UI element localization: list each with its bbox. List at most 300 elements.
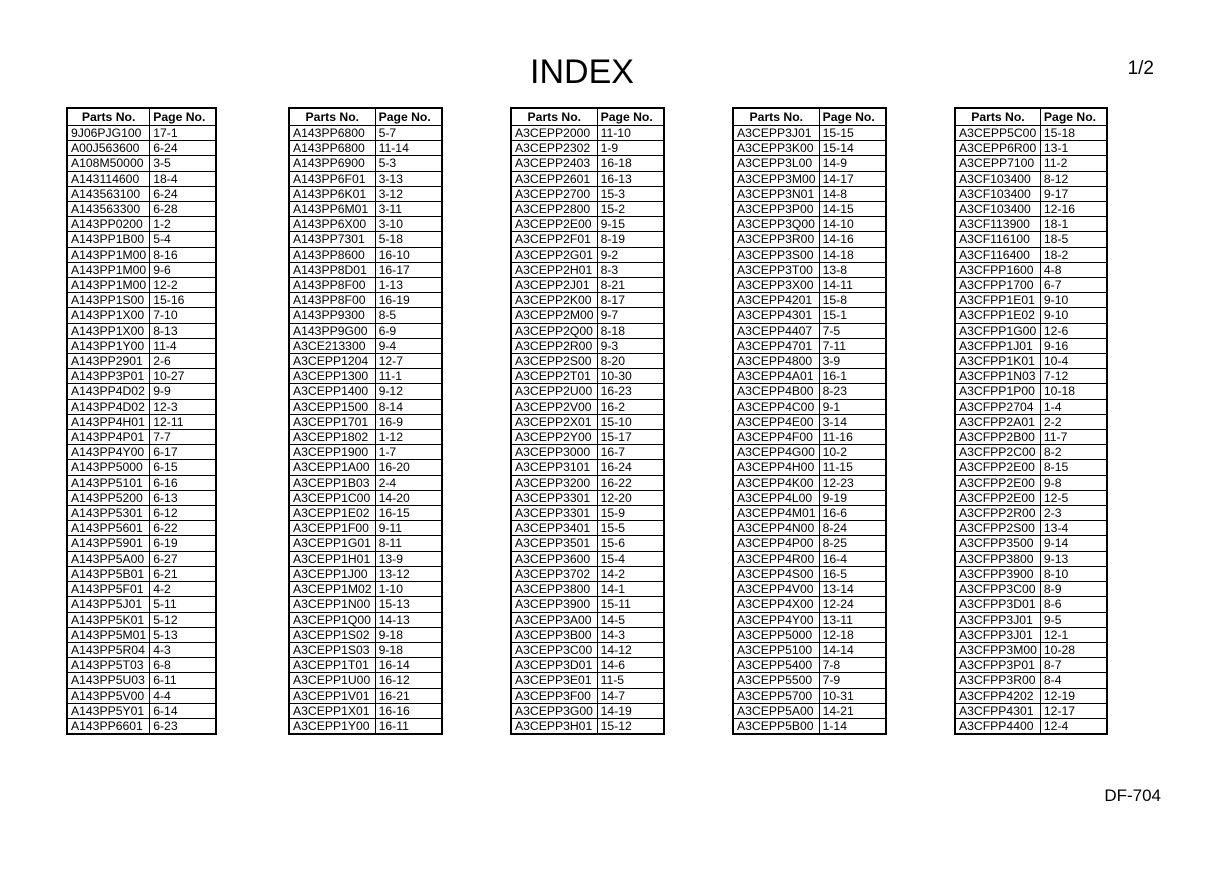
page-reference: 13-8 — [819, 262, 886, 277]
table-row — [733, 658, 886, 673]
part-number: A3CEPP3Q00 — [733, 217, 819, 232]
part-number: A143PP5200 — [67, 490, 150, 505]
part-number: A3CEPP5000 — [733, 627, 819, 642]
page-reference: 18-1 — [1040, 217, 1107, 232]
table-row — [955, 354, 1107, 369]
table-row — [67, 430, 216, 445]
part-number: A3CEPP6R00 — [955, 141, 1040, 156]
page-reference: 9-12 — [375, 384, 442, 399]
table-row — [955, 308, 1107, 323]
page-reference: 14-12 — [597, 642, 664, 657]
page-reference: 16-6 — [819, 506, 886, 521]
part-number: A143PP5U03 — [67, 673, 150, 688]
table-row — [733, 460, 886, 475]
part-number: A3CEPP7100 — [955, 156, 1040, 171]
part-number: A143PP4P01 — [67, 430, 150, 445]
part-number: A3CEPP1X01 — [289, 703, 375, 718]
page-reference: 7-7 — [150, 430, 217, 445]
part-number: A3CEPP3F00 — [511, 688, 597, 703]
part-number: A3CFPP2R00 — [955, 506, 1040, 521]
part-number: A3CFPP3P01 — [955, 658, 1040, 673]
page-reference: 8-9 — [1040, 582, 1107, 597]
page-reference: 15-15 — [819, 126, 886, 141]
page-reference: 10-30 — [597, 369, 664, 384]
table-row — [289, 612, 442, 627]
page-reference: 8-6 — [1040, 597, 1107, 612]
page-number: 1/2 — [1127, 58, 1154, 79]
page-reference: 14-5 — [597, 612, 664, 627]
page-reference: 16-4 — [819, 551, 886, 566]
page-reference: 16-18 — [597, 156, 664, 171]
table-row — [955, 688, 1107, 703]
table-row — [511, 536, 664, 551]
page-reference: 4-4 — [150, 688, 217, 703]
part-number: A143PP1Y00 — [67, 338, 150, 353]
page-reference: 12-7 — [375, 354, 442, 369]
page-reference: 13-14 — [819, 582, 886, 597]
part-number: A3CFPP4400 — [955, 718, 1040, 734]
page-reference: 9-11 — [375, 521, 442, 536]
table-row — [67, 551, 216, 566]
table-row — [289, 475, 442, 490]
table-row — [67, 126, 216, 141]
table-row — [733, 414, 886, 429]
table-row — [955, 521, 1107, 536]
part-number: A3CEPP4201 — [733, 293, 819, 308]
part-number: A143PP5F01 — [67, 582, 150, 597]
table-row — [289, 506, 442, 521]
part-number: A3CFPP1E01 — [955, 293, 1040, 308]
page-no-header: Page No. — [819, 108, 886, 126]
page-reference: 8-19 — [597, 232, 664, 247]
page-reference: 2-4 — [375, 475, 442, 490]
page-reference: 8-10 — [1040, 566, 1107, 581]
table-row — [733, 521, 886, 536]
page-reference: 10-4 — [1040, 354, 1107, 369]
part-number: A3CFPP3M00 — [955, 642, 1040, 657]
part-number: A3CEPP3600 — [511, 551, 597, 566]
part-number: A3CF103400 — [955, 202, 1040, 217]
page-reference: 11-14 — [375, 141, 442, 156]
part-number: A143PP5K01 — [67, 612, 150, 627]
part-number: A3CFPP3J01 — [955, 612, 1040, 627]
part-number: A3CEPP2403 — [511, 156, 597, 171]
index-table-4 — [732, 107, 887, 735]
page-reference: 16-10 — [375, 247, 442, 262]
table-row — [733, 262, 886, 277]
page-reference: 10-31 — [819, 688, 886, 703]
part-number: A3CEPP1T01 — [289, 658, 375, 673]
part-number: A3CEPP2Y00 — [511, 430, 597, 445]
table-row — [289, 247, 442, 262]
page-reference: 6-15 — [150, 460, 217, 475]
part-number: A3CEPP3501 — [511, 536, 597, 551]
table-row — [733, 627, 886, 642]
part-number: A143PP6900 — [289, 156, 375, 171]
part-number: A3CEPP3H01 — [511, 718, 597, 734]
part-number: A3CFPP3R00 — [955, 673, 1040, 688]
page-reference: 15-8 — [819, 293, 886, 308]
table-row — [67, 642, 216, 657]
part-number: A143PP6X00 — [289, 217, 375, 232]
page-no-header: Page No. — [1040, 108, 1107, 126]
part-number: A3CEPP3101 — [511, 460, 597, 475]
part-number: A3CEPP4Y00 — [733, 612, 819, 627]
part-number: A3CFPP4301 — [955, 703, 1040, 718]
page-reference: 12-6 — [1040, 323, 1107, 338]
table-row — [67, 688, 216, 703]
page-reference: 9-8 — [1040, 475, 1107, 490]
part-number: A3CF116400 — [955, 247, 1040, 262]
part-number: A3CEPP1J00 — [289, 566, 375, 581]
part-number: A3CEPP5A00 — [733, 703, 819, 718]
table-row — [733, 475, 886, 490]
part-number: A3CEPP2K00 — [511, 293, 597, 308]
page-reference: 1-2 — [150, 217, 217, 232]
part-number: A3CEPP1204 — [289, 354, 375, 369]
part-number: A3CEPP3J01 — [733, 126, 819, 141]
table-row — [67, 202, 216, 217]
table-row — [67, 323, 216, 338]
page-reference: 8-11 — [375, 536, 442, 551]
part-number: A3CEPP1H01 — [289, 551, 375, 566]
part-number: A3CEPP5500 — [733, 673, 819, 688]
page-reference: 4-3 — [150, 642, 217, 657]
part-number: A3CFPP2C00 — [955, 445, 1040, 460]
page-reference: 5-13 — [150, 627, 217, 642]
page-reference: 8-17 — [597, 293, 664, 308]
page-reference: 17-1 — [150, 126, 217, 141]
part-number: A3CEPP4P00 — [733, 536, 819, 551]
table-row — [955, 278, 1107, 293]
table-row — [733, 338, 886, 353]
part-number: A3CEPP4L00 — [733, 490, 819, 505]
part-number: A3CEPP5700 — [733, 688, 819, 703]
part-number: A3CEPP1C00 — [289, 490, 375, 505]
part-number: A3CEPP1701 — [289, 414, 375, 429]
table-row — [511, 186, 664, 201]
table-row — [733, 171, 886, 186]
part-number: A3CEPP4800 — [733, 354, 819, 369]
table-row — [511, 445, 664, 460]
page-reference: 9-16 — [1040, 338, 1107, 353]
part-number: A3CEPP2U00 — [511, 384, 597, 399]
page-reference: 8-24 — [819, 521, 886, 536]
table-row — [955, 566, 1107, 581]
page-reference: 16-23 — [597, 384, 664, 399]
page-reference: 15-1 — [819, 308, 886, 323]
page-reference: 16-9 — [375, 414, 442, 429]
page-reference: 9-4 — [375, 338, 442, 353]
page-reference: 3-9 — [819, 354, 886, 369]
page-reference: 4-2 — [150, 582, 217, 597]
page-reference: 14-6 — [597, 658, 664, 673]
table-row — [289, 430, 442, 445]
table-row — [67, 445, 216, 460]
table-row — [733, 156, 886, 171]
part-number: A3CEPP5400 — [733, 658, 819, 673]
part-number: A3CEPP2V00 — [511, 399, 597, 414]
table-row — [289, 156, 442, 171]
page-reference: 6-14 — [150, 703, 217, 718]
part-number: A3CEPP4S00 — [733, 566, 819, 581]
part-number: A3CEPP1B03 — [289, 475, 375, 490]
part-number: A3CEPP3G00 — [511, 703, 597, 718]
page-reference: 18-5 — [1040, 232, 1107, 247]
table-row — [955, 247, 1107, 262]
part-number: A143PP6800 — [289, 141, 375, 156]
table-row — [511, 354, 664, 369]
table-row — [733, 278, 886, 293]
table-row — [67, 597, 216, 612]
page-reference: 15-18 — [1040, 126, 1107, 141]
part-number: A143PP5901 — [67, 536, 150, 551]
part-number: A3CEPP2601 — [511, 171, 597, 186]
part-number: A108M50000 — [67, 156, 150, 171]
table-row — [67, 141, 216, 156]
part-number: A3CFPP1K01 — [955, 354, 1040, 369]
page-reference: 14-9 — [819, 156, 886, 171]
page-reference: 16-1 — [819, 369, 886, 384]
page-reference: 14-18 — [819, 247, 886, 262]
part-number: A3CFPP1P00 — [955, 384, 1040, 399]
table-row — [67, 703, 216, 718]
table-row — [67, 490, 216, 505]
page-reference: 8-16 — [150, 247, 217, 262]
part-number: A3CEPP1A00 — [289, 460, 375, 475]
table-row — [289, 232, 442, 247]
part-number: A3CEPP5B00 — [733, 718, 819, 734]
part-number: A143PP5000 — [67, 460, 150, 475]
part-number: A3CFPP1G00 — [955, 323, 1040, 338]
index-table-2 — [288, 107, 443, 735]
parts-no-header: Parts No. — [511, 108, 597, 126]
page-reference: 16-16 — [375, 703, 442, 718]
part-number: A143PP4D02 — [67, 399, 150, 414]
page-reference: 9-5 — [1040, 612, 1107, 627]
page-reference: 16-15 — [375, 506, 442, 521]
part-number: A3CFPP1N03 — [955, 369, 1040, 384]
page-reference: 14-1 — [597, 582, 664, 597]
table-row — [955, 399, 1107, 414]
table-row — [67, 506, 216, 521]
table-row — [733, 490, 886, 505]
table-row — [289, 688, 442, 703]
table-row — [511, 262, 664, 277]
page-reference: 8-20 — [597, 354, 664, 369]
part-number: A3CEPP4407 — [733, 323, 819, 338]
page-reference: 6-11 — [150, 673, 217, 688]
table-row — [511, 308, 664, 323]
table-row — [289, 582, 442, 597]
page-reference: 3-14 — [819, 414, 886, 429]
part-number: A3CEPP4A01 — [733, 369, 819, 384]
page-reference: 1-14 — [822, 718, 847, 733]
table-row — [955, 338, 1107, 353]
page-reference: 15-10 — [597, 414, 664, 429]
table-row — [511, 414, 664, 429]
page-reference: 7-8 — [819, 658, 886, 673]
table-row — [733, 247, 886, 262]
table-row — [289, 627, 442, 642]
part-number: A143PP4Y00 — [67, 445, 150, 460]
part-number: A3CF103400 — [955, 171, 1040, 186]
table-row — [733, 217, 886, 232]
table-row — [511, 658, 664, 673]
part-number: A3CEPP4M01 — [733, 506, 819, 521]
table-row — [733, 399, 886, 414]
part-number: A143114600 — [67, 171, 150, 186]
part-number: A143PP6800 — [289, 126, 375, 141]
part-number: A3CE213300 — [289, 338, 375, 353]
table-row — [955, 673, 1107, 688]
table-row — [733, 566, 886, 581]
page-reference: 18-2 — [1040, 247, 1107, 262]
page-reference: 15-16 — [150, 293, 217, 308]
part-number: A143PP1M00 — [67, 247, 150, 262]
table-row — [955, 414, 1107, 429]
page-title: INDEX — [530, 53, 634, 91]
part-number: A143563300 — [67, 202, 150, 217]
page-reference: 15-17 — [597, 430, 664, 445]
part-number: A143PP5A00 — [67, 551, 150, 566]
table-row — [955, 384, 1107, 399]
part-number: A3CFPP2E00 — [955, 475, 1040, 490]
table-row — [511, 551, 664, 566]
page-reference: 16-24 — [597, 460, 664, 475]
page-reference: 1-9 — [597, 141, 664, 156]
table-row — [511, 430, 664, 445]
page-reference: 2-3 — [1040, 506, 1107, 521]
table-header-row — [289, 108, 442, 126]
part-number: A3CFPP3J01 — [955, 627, 1040, 642]
table-row — [67, 582, 216, 597]
table-row — [733, 384, 886, 399]
part-number: A3CFPP3800 — [955, 551, 1040, 566]
table-row — [67, 460, 216, 475]
part-number: A143PP5M01 — [67, 627, 150, 642]
table-row — [733, 308, 886, 323]
page-reference: 9-15 — [597, 217, 664, 232]
page-reference: 14-14 — [819, 642, 886, 657]
table-row — [955, 506, 1107, 521]
page-reference: 1-13 — [375, 278, 442, 293]
page-reference: 16-2 — [597, 399, 664, 414]
table-row — [289, 399, 442, 414]
table-row — [67, 475, 216, 490]
part-number: A3CFPP1J01 — [955, 338, 1040, 353]
table-row — [511, 582, 664, 597]
part-number: A3CEPP4B00 — [733, 384, 819, 399]
page-reference: 12-20 — [597, 490, 664, 505]
table-row — [733, 506, 886, 521]
page-reference: 11-7 — [1040, 430, 1107, 445]
page-reference: 5-18 — [375, 232, 442, 247]
table-row — [67, 217, 216, 232]
part-number: A3CEPP3A00 — [511, 612, 597, 627]
part-number: A3CEPP1500 — [289, 399, 375, 414]
part-number: A3CEPP2S00 — [511, 354, 597, 369]
page-reference: 9-2 — [597, 247, 664, 262]
table-row — [289, 566, 442, 581]
table-row — [289, 369, 442, 384]
page-reference: 8-18 — [597, 323, 664, 338]
page-reference: 4-8 — [1040, 262, 1107, 277]
table-row — [67, 338, 216, 353]
page-reference: 6-13 — [150, 490, 217, 505]
table-row — [289, 521, 442, 536]
page-reference: 16-7 — [597, 445, 664, 460]
part-number: A3CEPP3P00 — [733, 202, 819, 217]
page-reference: 16-12 — [375, 673, 442, 688]
table-row — [511, 718, 664, 734]
part-number: A3CEPP1900 — [289, 445, 375, 460]
page-reference: 15-2 — [597, 202, 664, 217]
page-reference: 12-3 — [150, 399, 217, 414]
part-number: A3CEPP1F00 — [289, 521, 375, 536]
page-reference: 5-4 — [150, 232, 217, 247]
page-reference: 15-6 — [597, 536, 664, 551]
page-reference: 6-16 — [150, 475, 217, 490]
table-row — [733, 551, 886, 566]
table-row — [733, 293, 886, 308]
part-number: A3CFPP2S00 — [955, 521, 1040, 536]
part-number: A143PP5101 — [67, 475, 150, 490]
part-number: A3CEPP2E00 — [511, 217, 597, 232]
page-reference: 9-7 — [597, 308, 664, 323]
part-number: A3CF116100 — [955, 232, 1040, 247]
page-reference: 5-11 — [150, 597, 217, 612]
part-number: A143PP8F00 — [289, 293, 375, 308]
table-row — [955, 597, 1107, 612]
page-no-header: Page No. — [150, 108, 217, 126]
page-reference: 11-1 — [375, 369, 442, 384]
page-reference: 8-7 — [1040, 658, 1107, 673]
table-row — [289, 658, 442, 673]
table-row — [955, 430, 1107, 445]
part-number: A3CEPP1Q00 — [289, 612, 375, 627]
table-row — [733, 186, 886, 201]
part-number: A3CEPP2800 — [511, 202, 597, 217]
page-reference: 2-6 — [150, 354, 217, 369]
table-row — [511, 202, 664, 217]
table-row — [511, 688, 664, 703]
page-reference: 6-8 — [150, 658, 217, 673]
table-row — [955, 217, 1107, 232]
page-reference: 9-3 — [597, 338, 664, 353]
page-reference: 6-17 — [150, 445, 217, 460]
page-reference: 14-20 — [375, 490, 442, 505]
part-number: A143PP6M01 — [289, 202, 375, 217]
document-code: DF-704 — [1104, 786, 1161, 805]
table-row — [511, 278, 664, 293]
table-row — [289, 673, 442, 688]
page-reference: 14-8 — [819, 186, 886, 201]
part-number: A3CEPP3800 — [511, 582, 597, 597]
table-row — [67, 308, 216, 323]
table-row — [67, 399, 216, 414]
page-reference: 10-28 — [1040, 642, 1107, 657]
page-reference: 13-11 — [819, 612, 886, 627]
part-number: A3CEPP3R00 — [733, 232, 819, 247]
page-reference: 5-12 — [150, 612, 217, 627]
part-number: A143PP8D01 — [289, 262, 375, 277]
table-row — [955, 232, 1107, 247]
part-number: A3CEPP3L00 — [733, 156, 819, 171]
table-row — [733, 430, 886, 445]
page-reference: 8-5 — [375, 308, 442, 323]
page-reference: 13-12 — [375, 566, 442, 581]
